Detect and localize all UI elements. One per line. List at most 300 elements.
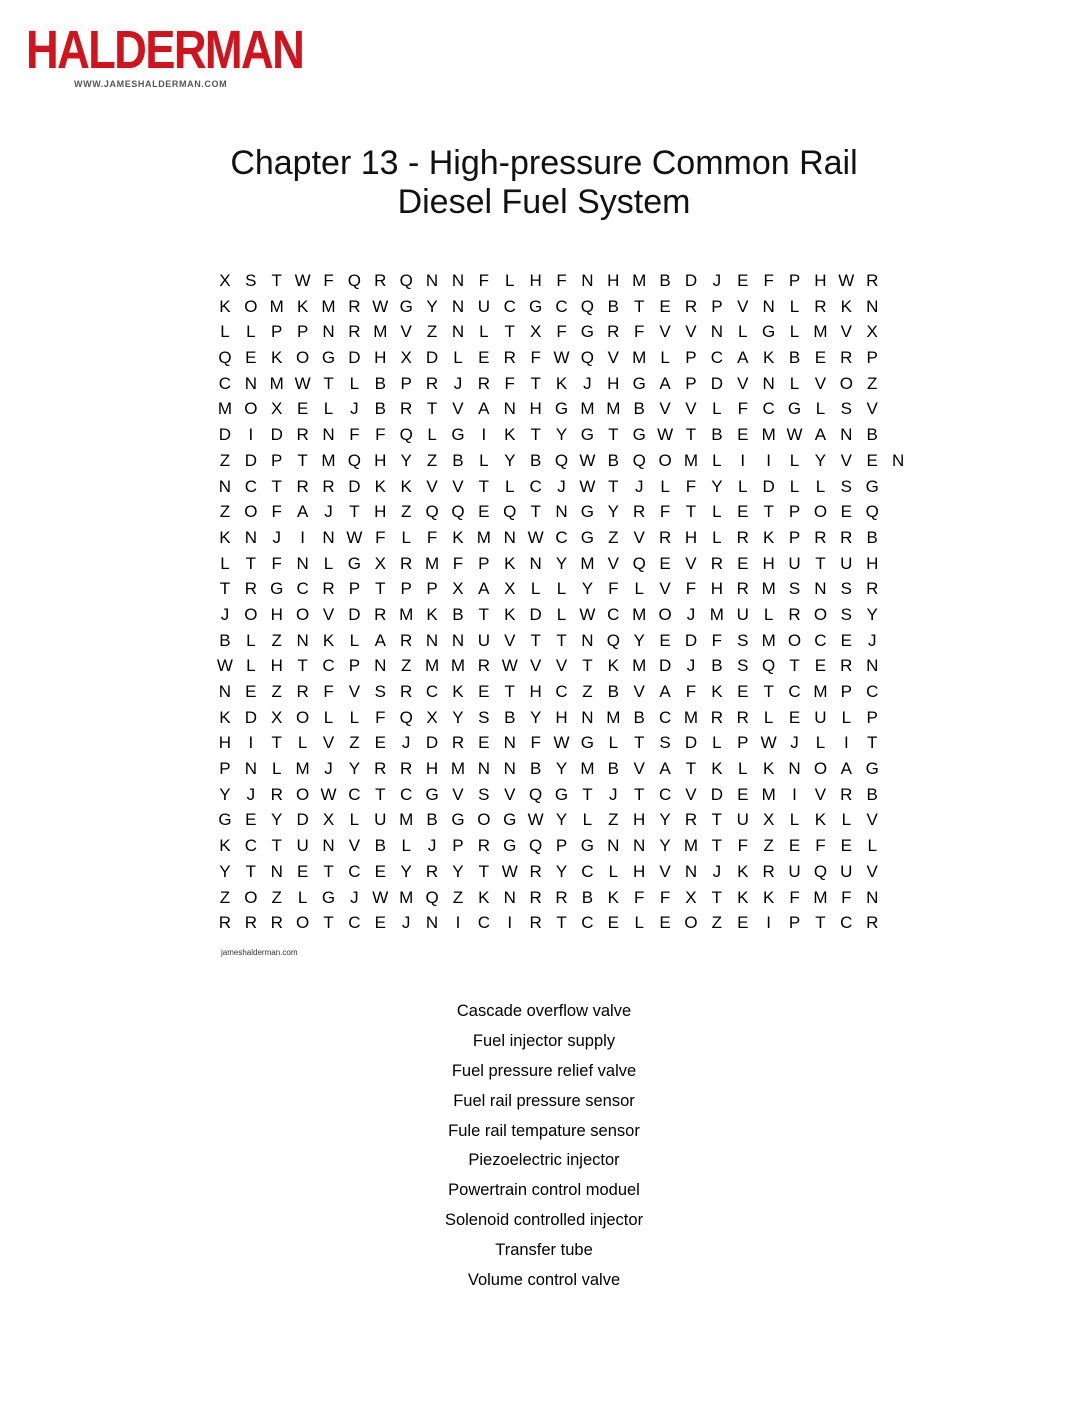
- grid-letter: D: [710, 373, 723, 393]
- grid-letter: V: [504, 784, 516, 804]
- grid-letter: H: [529, 399, 542, 419]
- grid-letter: F: [530, 348, 541, 368]
- grid-letter: R: [866, 913, 879, 933]
- grid-letter: Z: [426, 322, 438, 342]
- grid-letter: K: [296, 296, 309, 316]
- grid-letter: N: [374, 656, 387, 676]
- grid-row: [212, 730, 911, 756]
- grid-letter: T: [634, 733, 645, 753]
- grid-letter: K: [504, 553, 516, 573]
- grid-letter: C: [244, 476, 257, 496]
- grid-letter: G: [580, 836, 595, 856]
- grid-row: [212, 268, 911, 294]
- grid-letter: W: [320, 784, 337, 804]
- grid-letter: Z: [608, 810, 619, 830]
- grid-letter: I: [766, 450, 772, 470]
- grid-letter: T: [685, 502, 697, 522]
- grid-letter: E: [245, 810, 257, 830]
- grid-letter: N: [866, 296, 879, 316]
- grid-letter: L: [841, 810, 852, 830]
- grid-letter: Q: [865, 502, 879, 522]
- grid-letter: P: [555, 836, 568, 856]
- grid-letter: M: [580, 759, 595, 779]
- grid-letter: M: [813, 322, 828, 342]
- grid-letter: K: [814, 810, 827, 830]
- grid-letter: U: [840, 553, 853, 573]
- grid-letter: W: [553, 733, 570, 753]
- grid-letter: R: [218, 913, 232, 933]
- grid-letter: G: [865, 476, 879, 496]
- grid-letter: C: [555, 296, 568, 316]
- grid-letter: C: [425, 682, 439, 701]
- grid-letter: O: [296, 707, 310, 727]
- grid-letter: C: [555, 527, 568, 547]
- grid-letter: F: [323, 271, 334, 290]
- grid-letter: T: [323, 861, 334, 881]
- grid-letter: J: [427, 836, 437, 856]
- grid-letter: Z: [400, 502, 412, 522]
- grid-letter: D: [244, 707, 257, 727]
- grid-letter: Q: [347, 450, 362, 470]
- grid-letter: W: [501, 656, 518, 676]
- grid-letter: R: [684, 296, 698, 316]
- grid-letter: L: [738, 759, 748, 779]
- halderman-logo: [26, 20, 304, 89]
- grid-letter: V: [814, 784, 827, 804]
- grid-letter: L: [246, 656, 256, 676]
- grid-letter: U: [736, 810, 749, 830]
- grid-letter: N: [814, 579, 827, 599]
- grid-letter: C: [296, 579, 309, 599]
- grid-letter: E: [478, 682, 490, 701]
- grid-letter: X: [271, 707, 283, 727]
- grid-letter: F: [375, 527, 386, 547]
- grid-letter: S: [737, 630, 749, 650]
- grid-letter: P: [271, 450, 283, 470]
- grid-letter: T: [271, 476, 282, 496]
- grid-letter: V: [348, 836, 361, 856]
- grid-letter: E: [659, 553, 671, 573]
- grid-letter: W: [527, 527, 544, 547]
- grid-letter: N: [891, 450, 905, 470]
- grid-letter: Y: [529, 707, 542, 727]
- grid-letter: W: [372, 887, 389, 907]
- grid-letter: N: [866, 887, 879, 907]
- grid-letter: L: [505, 271, 515, 290]
- grid-letter: G: [632, 425, 646, 445]
- grid-letter: B: [452, 604, 464, 624]
- grid-letter: B: [374, 399, 386, 419]
- grid-letter: R: [400, 759, 413, 779]
- grid-letter: Y: [348, 759, 361, 779]
- grid-letter: J: [609, 784, 618, 804]
- grid-letter: G: [321, 348, 336, 368]
- grid-letter: I: [792, 784, 797, 804]
- grid-letter: V: [659, 861, 671, 881]
- grid-letter: G: [580, 527, 595, 547]
- grid-letter: V: [322, 733, 335, 753]
- grid-letter: T: [634, 296, 645, 316]
- grid-letter: F: [685, 682, 697, 701]
- grid-letter: M: [683, 707, 699, 727]
- grid-row: [212, 576, 911, 602]
- grid-letter: B: [581, 887, 594, 907]
- grid-letter: V: [452, 784, 464, 804]
- grid-letter: O: [813, 604, 828, 624]
- grid-letter: T: [582, 784, 593, 804]
- grid-letter: F: [711, 630, 723, 650]
- grid-letter: S: [788, 579, 801, 599]
- grid-letter: O: [787, 630, 802, 650]
- grid-letter: Z: [219, 450, 231, 470]
- grid-letter: D: [348, 476, 361, 496]
- grid-letter: O: [244, 296, 258, 316]
- grid-letter: G: [554, 784, 569, 804]
- grid-letter: L: [505, 476, 515, 496]
- grid-letter: Q: [425, 502, 439, 522]
- grid-letter: M: [761, 784, 776, 804]
- grid-letter: G: [787, 399, 802, 419]
- grid-letter: K: [504, 425, 516, 445]
- grid-letter: U: [814, 707, 827, 727]
- grid-letter: N: [529, 553, 542, 573]
- grid-letter: L: [271, 759, 282, 779]
- grid-letter: G: [270, 579, 284, 599]
- grid-letter: P: [452, 836, 464, 856]
- grid-letter: L: [789, 373, 800, 393]
- grid-letter: H: [529, 682, 542, 701]
- grid-letter: E: [478, 348, 490, 368]
- grid-letter: M: [761, 579, 776, 599]
- word-list-item: Powertrain control moduel: [448, 1181, 640, 1200]
- grid-letter: P: [685, 348, 697, 368]
- grid-letter: K: [400, 476, 412, 496]
- grid-letter: Q: [218, 348, 232, 368]
- grid-letter: A: [478, 579, 490, 599]
- grid-letter: F: [841, 887, 852, 907]
- grid-letter: E: [659, 630, 671, 650]
- grid-letter: L: [841, 707, 852, 727]
- grid-letter: O: [658, 450, 672, 470]
- grid-letter: J: [401, 733, 411, 753]
- grid-letter: P: [866, 348, 878, 368]
- grid-letter: C: [658, 784, 672, 804]
- grid-letter: L: [712, 733, 722, 753]
- grid-letter: K: [219, 836, 231, 856]
- grid-letter: Q: [399, 707, 413, 727]
- grid-letter: G: [321, 887, 336, 907]
- grid-letter: C: [529, 476, 542, 496]
- grid-letter: E: [737, 553, 749, 573]
- grid-letter: M: [813, 682, 828, 701]
- grid-letter: K: [840, 296, 852, 316]
- grid-letter: M: [761, 630, 776, 650]
- grid-letter: V: [529, 656, 542, 676]
- grid-letter: T: [478, 604, 490, 624]
- grid-letter: G: [762, 322, 776, 342]
- grid-letter: C: [840, 913, 853, 933]
- grid-letter: E: [374, 861, 386, 881]
- grid-letter: R: [503, 348, 516, 368]
- grid-letter: M: [632, 656, 647, 676]
- grid-letter: V: [452, 399, 464, 419]
- grid-letter: V: [400, 322, 412, 342]
- grid-letter: X: [400, 348, 412, 368]
- grid-letter: Q: [503, 502, 517, 522]
- grid-letter: D: [684, 630, 698, 650]
- grid-letter: N: [866, 656, 879, 676]
- grid-letter: V: [322, 604, 335, 624]
- grid-letter: L: [712, 502, 722, 522]
- grid-letter: H: [633, 810, 646, 830]
- grid-letter: K: [762, 759, 775, 779]
- grid-letter: S: [840, 399, 852, 419]
- grid-letter: L: [246, 322, 256, 342]
- grid-letter: F: [426, 527, 438, 547]
- grid-letter: P: [866, 707, 878, 727]
- grid-letter: P: [400, 579, 412, 599]
- grid-letter: G: [580, 502, 595, 522]
- grid-letter: Y: [426, 296, 438, 316]
- grid-letter: I: [248, 733, 254, 753]
- grid-letter: P: [788, 271, 801, 290]
- grid-letter: B: [607, 759, 619, 779]
- grid-letter: T: [711, 810, 723, 830]
- grid-letter: T: [685, 425, 697, 445]
- grid-letter: C: [400, 784, 413, 804]
- grid-letter: N: [425, 630, 439, 650]
- grid-letter: E: [737, 502, 749, 522]
- word-search-grid: [212, 268, 911, 936]
- grid-letter: F: [349, 425, 360, 445]
- grid-letter: D: [710, 784, 723, 804]
- grid-letter: B: [659, 271, 671, 290]
- grid-letter: M: [399, 887, 414, 907]
- grid-letter: N: [581, 630, 594, 650]
- word-list-item: Fule rail tempature sensor: [448, 1121, 640, 1140]
- grid-row: [212, 833, 911, 859]
- grid-letter: J: [350, 399, 359, 419]
- grid-letter: V: [426, 476, 438, 496]
- grid-letter: T: [478, 476, 490, 496]
- grid-letter: O: [296, 604, 310, 624]
- grid-letter: L: [479, 450, 489, 470]
- grid-letter: R: [736, 707, 749, 727]
- grid-letter: Y: [711, 476, 723, 496]
- grid-letter: F: [659, 502, 671, 522]
- grid-letter: Y: [659, 810, 671, 830]
- grid-letter: E: [814, 348, 827, 368]
- grid-letter: A: [659, 682, 671, 701]
- grid-letter: F: [815, 836, 826, 856]
- grid-letter: R: [607, 322, 620, 342]
- grid-letter: L: [427, 425, 437, 445]
- grid-letter: R: [374, 759, 387, 779]
- grid-letter: C: [607, 604, 620, 624]
- grid-letter: V: [555, 656, 568, 676]
- grid-letter: D: [658, 656, 672, 676]
- grid-letter: F: [763, 271, 774, 290]
- grid-row: [212, 602, 911, 628]
- grid-letter: K: [219, 296, 231, 316]
- grid-letter: L: [556, 579, 567, 599]
- grid-letter: W: [786, 425, 803, 445]
- grid-letter: L: [349, 707, 360, 727]
- grid-letter: L: [712, 399, 722, 419]
- grid-letter: B: [374, 373, 386, 393]
- grid-letter: T: [582, 656, 593, 676]
- grid-letter: G: [503, 836, 517, 856]
- grid-letter: L: [220, 322, 230, 342]
- grid-letter: L: [660, 476, 670, 496]
- grid-row: [212, 371, 911, 397]
- grid-letter: N: [503, 733, 516, 753]
- grid-letter: A: [478, 399, 490, 419]
- grid-letter: D: [348, 348, 361, 368]
- grid-letter: H: [633, 861, 646, 881]
- grid-letter: V: [866, 399, 878, 419]
- grid-letter: J: [453, 373, 463, 393]
- grid-letter: O: [658, 604, 672, 624]
- grid-letter: N: [322, 836, 335, 856]
- grid-letter: Y: [452, 707, 464, 727]
- grid-letter: H: [374, 348, 387, 368]
- grid-letter: I: [300, 527, 305, 547]
- grid-letter: G: [865, 759, 879, 779]
- grid-letter: C: [658, 707, 672, 727]
- grid-letter: H: [607, 373, 620, 393]
- word-list-item: Volume control valve: [467, 1271, 621, 1290]
- grid-letter: Y: [866, 604, 878, 624]
- grid-letter: S: [840, 604, 852, 624]
- grid-letter: J: [272, 527, 281, 547]
- grid-letter: K: [607, 656, 619, 676]
- grid-letter: M: [709, 604, 724, 624]
- grid-letter: D: [244, 450, 257, 470]
- grid-letter: B: [866, 784, 878, 804]
- grid-row: [212, 782, 911, 808]
- grid-letter: C: [477, 913, 490, 933]
- grid-row: [212, 551, 911, 577]
- footer-url: jameshalderman.com: [221, 948, 298, 957]
- grid-letter: K: [555, 373, 568, 393]
- grid-letter: V: [504, 630, 516, 650]
- grid-letter: X: [685, 887, 697, 907]
- grid-letter: P: [788, 913, 801, 933]
- page-title: [0, 144, 1088, 222]
- grid-letter: R: [866, 579, 879, 599]
- grid-letter: O: [813, 502, 828, 522]
- grid-letter: F: [375, 425, 386, 445]
- grid-letter: N: [218, 682, 232, 701]
- grid-letter: L: [608, 733, 619, 753]
- grid-letter: R: [736, 579, 749, 599]
- grid-letter: H: [270, 604, 283, 624]
- logo-brand: HALDERMAN: [26, 20, 304, 80]
- grid-row: [212, 756, 911, 782]
- grid-letter: G: [347, 553, 362, 573]
- grid-letter: P: [271, 322, 283, 342]
- grid-letter: O: [839, 373, 853, 393]
- grid-letter: L: [789, 322, 800, 342]
- grid-letter: Q: [347, 271, 362, 290]
- grid-letter: A: [659, 759, 671, 779]
- grid-row: [212, 448, 911, 474]
- grid-letter: P: [737, 733, 749, 753]
- grid-letter: V: [659, 322, 671, 342]
- grid-letter: T: [323, 913, 334, 933]
- grid-letter: K: [762, 348, 775, 368]
- grid-letter: G: [580, 425, 595, 445]
- grid-letter: L: [738, 476, 748, 496]
- grid-letter: N: [451, 271, 465, 290]
- grid-letter: E: [374, 913, 386, 933]
- grid-letter: T: [608, 476, 619, 496]
- grid-letter: M: [632, 271, 647, 290]
- grid-letter: N: [555, 502, 568, 522]
- grid-letter: D: [296, 810, 309, 830]
- grid-letter: J: [350, 887, 359, 907]
- grid-letter: M: [476, 527, 491, 547]
- grid-letter: R: [710, 553, 723, 573]
- grid-letter: Y: [814, 450, 827, 470]
- grid-letter: N: [788, 759, 801, 779]
- grid-row: [212, 525, 911, 551]
- word-list-item: Cascade overflow valve: [456, 1002, 632, 1020]
- grid-letter: T: [608, 425, 619, 445]
- grid-letter: E: [788, 707, 801, 727]
- grid-letter: G: [580, 322, 595, 342]
- grid-letter: Z: [271, 887, 282, 907]
- grid-letter: L: [220, 553, 230, 573]
- grid-letter: U: [477, 630, 490, 650]
- grid-letter: V: [840, 322, 852, 342]
- grid-letter: V: [685, 553, 697, 573]
- grid-letter: L: [789, 810, 800, 830]
- grid-letter: P: [788, 502, 801, 522]
- grid-letter: L: [323, 399, 334, 419]
- grid-letter: N: [322, 425, 335, 445]
- grid-letter: Q: [529, 836, 543, 856]
- grid-letter: G: [529, 296, 543, 316]
- grid-letter: K: [219, 707, 231, 727]
- grid-letter: O: [296, 784, 310, 804]
- grid-letter: N: [633, 836, 646, 856]
- grid-letter: E: [840, 630, 852, 650]
- grid-letter: P: [219, 759, 231, 779]
- grid-letter: I: [455, 913, 461, 933]
- grid-letter: X: [426, 707, 438, 727]
- grid-letter: R: [814, 527, 827, 547]
- grid-letter: K: [711, 682, 723, 701]
- grid-letter: R: [840, 348, 853, 368]
- grid-letter: W: [760, 733, 777, 753]
- grid-letter: L: [349, 373, 360, 393]
- grid-letter: E: [659, 913, 671, 933]
- grid-letter: R: [244, 579, 257, 599]
- grid-row: [212, 807, 911, 833]
- grid-letter: F: [556, 271, 567, 290]
- grid-letter: D: [348, 604, 361, 624]
- grid-letter: Y: [555, 759, 568, 779]
- grid-letter: V: [685, 322, 697, 342]
- grid-letter: G: [425, 784, 439, 804]
- grid-letter: S: [245, 271, 257, 290]
- grid-letter: N: [607, 836, 620, 856]
- grid-letter: H: [762, 553, 775, 573]
- grid-letter: L: [582, 810, 593, 830]
- grid-letter: E: [840, 836, 852, 856]
